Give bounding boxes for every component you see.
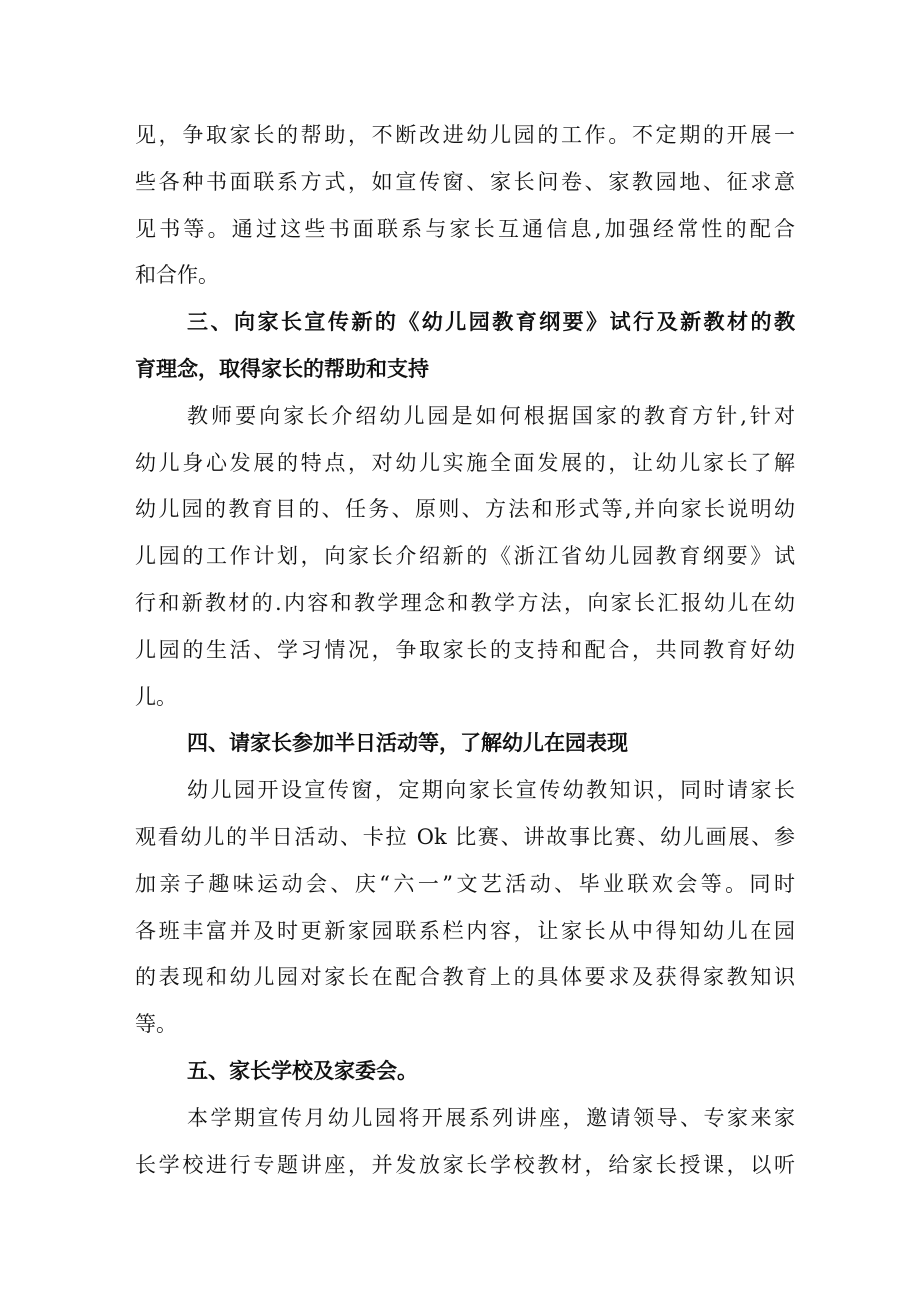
text-line: 加亲子趣味运动会、庆“六一”文艺活动、毕业联欢会等。同时: [135, 871, 795, 896]
text-line: 儿园的工作计划，向家长介绍新的《浙江省幼儿园教育纲要》试: [135, 544, 795, 569]
text-line: 儿。: [135, 684, 177, 709]
text-line: 行和新教材的.内容和教学理念和教学方法，向家长汇报幼儿在幼: [135, 590, 795, 615]
document-body: [135, 112, 795, 1188]
text-line: 幼儿园的教育目的、任务、原则、方法和形式等,并向家长说明幼: [135, 497, 795, 522]
text-line: 等。: [135, 1012, 177, 1037]
text-line: 各班丰富并及时更新家园联系栏内容，让家长从中得知幼儿在园: [135, 918, 795, 943]
text-line: 幼儿身心发展的特点，对幼儿实施全面发展的，让幼儿家长了解: [135, 450, 795, 475]
paragraph: [135, 393, 795, 721]
paragraph: [135, 112, 795, 299]
text-line: 见书等。通过这些书面联系与家长互通信息,加强经常性的配合: [135, 216, 795, 241]
paragraph: [135, 1095, 795, 1189]
text-line: 长学校进行专题讲座，并发放家长学校教材，给家长授课，以听: [135, 1152, 795, 1177]
section-heading: [135, 1048, 795, 1095]
text-line: 五、家长学校及家委会。: [187, 1058, 418, 1083]
text-line: 见，争取家长的帮助，不断改进幼儿园的工作。不定期的开展一: [135, 123, 795, 147]
text-line: 本学期宣传月幼儿园将开展系列讲座，邀请领导、专家来家: [187, 1105, 795, 1130]
text-line: 观看幼儿的半日活动、卡拉 Ok 比赛、讲故事比赛、幼儿画展、参: [135, 824, 795, 849]
text-line: 儿园的生活、学习情况，争取家长的支持和配合，共同教育好幼: [135, 637, 795, 662]
text-line: 三、向家长宣传新的《幼儿园教育纲要》试行及新教材的教: [187, 310, 795, 335]
text-line: 些各种书面联系方式，如宣传窗、家长问卷、家教园地、征求意: [135, 169, 795, 194]
paragraph: [135, 767, 795, 1048]
section-heading: [135, 720, 795, 767]
text-line: 四、请家长参加半日活动等，了解幼儿在园表现: [187, 731, 628, 756]
text-line: 的表现和幼儿园对家长在配合教育上的具体要求及获得家教知识: [135, 965, 795, 990]
text-line: 和合作。: [135, 263, 219, 288]
section-heading: [135, 299, 795, 393]
text-line: 教师要向家长介绍幼儿园是如何根据国家的教育方针,针对: [187, 403, 795, 428]
text-line: 幼儿园开设宣传窗，定期向家长宣传幼教知识，同时请家长: [187, 778, 795, 803]
text-line: 育理念，取得家长的帮助和支持: [135, 356, 429, 381]
